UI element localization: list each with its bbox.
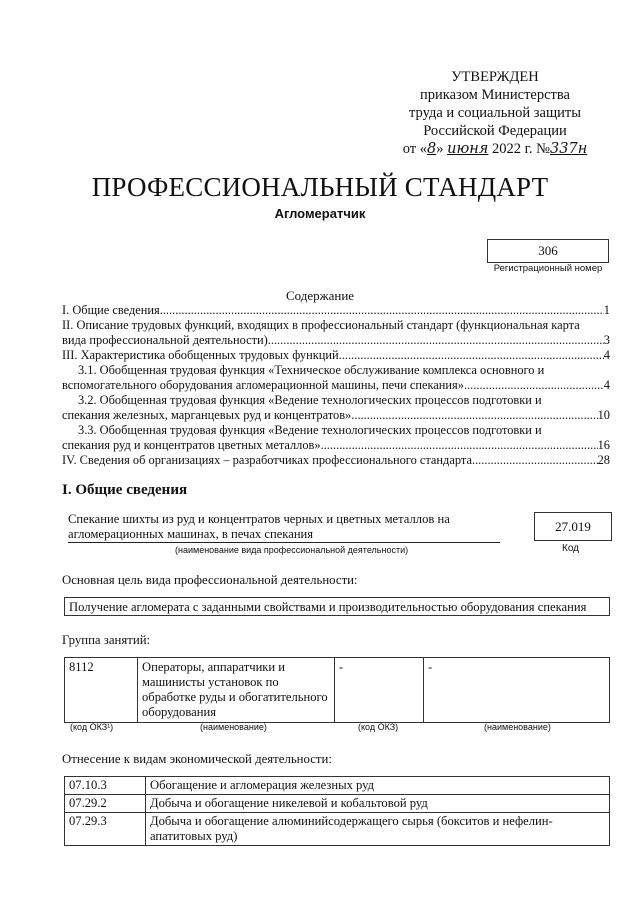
document-subtitle: Агломератчик — [274, 206, 366, 221]
approval-line: приказом Министерства — [420, 87, 570, 103]
okved-name: Добыча и обогащение никелевой и кобальтовой руд — [146, 795, 610, 813]
table-row — [65, 795, 610, 813]
okved-name: Добыча и обогащение алюминийсодержащего сырья (бокситов и нефелин-апатитовых руд) — [146, 813, 610, 846]
approval-day: 8 — [427, 141, 437, 157]
approval-line: труда и социальной защиты — [409, 105, 581, 121]
okved-code: 07.29.2 — [65, 795, 146, 813]
approval-line: Российской Федерации — [423, 123, 567, 139]
okved-table — [64, 776, 610, 846]
registration-label: Регистрационный номер — [493, 263, 603, 274]
okz-name: Операторы, аппаратчики и машинисты установок по обработке руды и обогатительного оборудования — [138, 658, 335, 723]
activity-caption: (наименование вида профессиональной деятельности) — [175, 545, 409, 555]
okz-code-caption-2: (код ОКЗ) — [358, 722, 399, 732]
goal-value: Получение агломерата с заданными свойствами и производительностью оборудования спекания — [64, 597, 610, 616]
activity-underline — [68, 542, 500, 543]
table-row — [65, 777, 610, 795]
goal-label: Основная цель вида профессиональной деятельности: — [62, 573, 358, 587]
okz-name-caption: (наименование) — [200, 722, 267, 732]
toc-heading: Содержание — [285, 288, 355, 303]
toc-item[interactable]: I. Общие сведения ..... 1 — [62, 303, 610, 318]
activity-code: 27.019 — [534, 512, 612, 541]
okved-code: 07.29.3 — [65, 813, 146, 846]
occupation-group-table — [64, 657, 610, 723]
okved-name: Обогащение и агломерация железных руд — [146, 777, 610, 795]
okz-name-2: - — [424, 658, 610, 723]
code-caption: Код — [562, 543, 580, 554]
table-row — [65, 658, 610, 723]
toc-item[interactable]: IV. Сведения об организациях – разработчиках профессионального стандарта ..... 28 — [62, 453, 610, 468]
okved-code: 07.10.3 — [65, 777, 146, 795]
toc-item[interactable]: 3.3. Обобщенная трудовая функция «Ведение технологических процессов подготовки и спекания руд и концентратов цветных металлов» ..... 16 — [62, 423, 610, 453]
approval-number: 337н — [550, 141, 588, 157]
okz-name-caption-2: (наименование) — [484, 722, 551, 732]
activity-name: Спекание шихты из руд и концентратов черных и цветных металлов на агломерационных машинах, в печах спекания — [68, 512, 450, 541]
approval-title: УТВЕРЖДЕН — [451, 69, 539, 85]
group-label: Группа занятий: — [62, 633, 151, 647]
document-title: ПРОФЕССИОНАЛЬНЫЙ СТАНДАРТ — [91, 172, 549, 202]
okved-label: Отнесение к видам экономической деятельности: — [62, 752, 332, 766]
toc-item[interactable]: II. Описание трудовых функций, входящих в профессиональный стандарт (функциональная карта вида профессиональной деятельности) ..... 3 — [62, 318, 610, 348]
toc-item[interactable]: III. Характеристика обобщенных трудовых функций ..... 4 — [62, 348, 610, 363]
toc-list — [62, 303, 610, 468]
okz-code-caption: (код ОКЗ¹) — [70, 722, 114, 732]
okz-code-2: - — [335, 658, 424, 723]
toc-item[interactable]: 3.2. Обобщенная трудовая функция «Ведение технологических процессов подготовки и спекания железных, марганцевых руд и концентратов» ..... 10 — [62, 393, 610, 423]
approval-date: от «8» июня 2022 г. №337н — [402, 141, 588, 157]
toc-item[interactable]: 3.1. Обобщенная трудовая функция «Техническое обслуживание комплекса основного и вспомогательного оборудования агломерационной машины, печи спекания» ..... 4 — [62, 363, 610, 393]
registration-number: 306 — [487, 239, 609, 263]
approval-month: июня — [447, 141, 489, 157]
table-row — [65, 813, 610, 846]
section-heading: I. Общие сведения — [62, 482, 188, 498]
okz-code: 8112 — [65, 658, 138, 723]
approval-block — [395, 68, 595, 158]
